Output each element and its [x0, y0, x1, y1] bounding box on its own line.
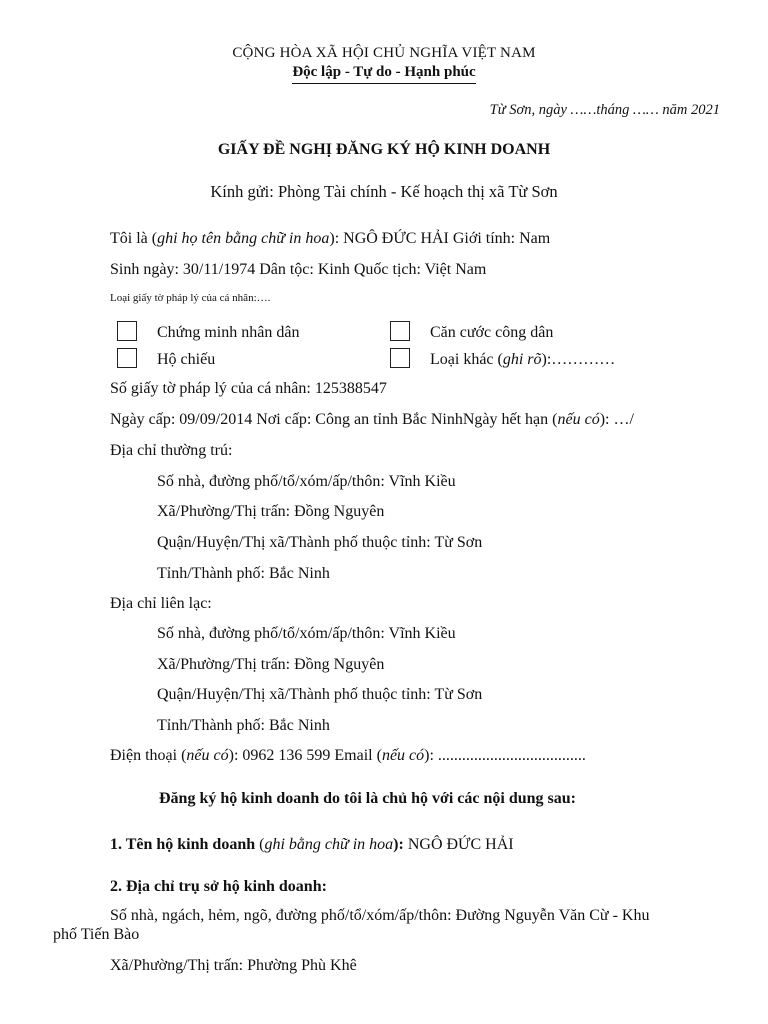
applicant-name-line: [110, 229, 550, 249]
contact-ward: Xã/Phường/Thị trấn: Đồng Nguyên: [157, 656, 385, 673]
phone-email-line: [110, 746, 586, 766]
other-doc-checkbox[interactable]: [390, 348, 410, 368]
section1-hint-close: ):: [393, 836, 404, 853]
other-suffix: ):…………: [541, 351, 616, 368]
doc-type-label: Loại giấy tờ pháp lý của cá nhân:….: [110, 292, 271, 304]
form-title: GIẤY ĐỀ NGHỊ ĐĂNG KÝ HỘ KINH DOANH: [217, 141, 551, 158]
name-hint: ghi họ tên bằng chữ in hoa: [157, 230, 330, 247]
section1-label: 1. Tên hộ kinh doanh: [110, 836, 256, 853]
id-card-label: Chứng minh nhân dân: [157, 324, 300, 341]
date-line: Từ Sơn, ngày ……tháng …… năm 2021: [489, 102, 720, 118]
motto: [0, 62, 768, 84]
phone-value: ): 0962 136 599 Email (: [228, 747, 382, 764]
contact-district: Quận/Huyện/Thị xã/Thành phố thuộc tỉnh: Từ Sơn: [157, 686, 483, 703]
permanent-province: Tỉnh/Thành phố: Bắc Ninh: [157, 565, 330, 582]
contact-address-label: Địa chỉ liên lạc:: [110, 595, 212, 612]
issue-hint: nếu có: [557, 411, 600, 428]
issue-prefix: Ngày cấp: 09/09/2014 Nơi cấp: Công an tỉnh Bắc NinhNgày hết hạn (: [110, 411, 558, 428]
email-value: ): .....................................: [424, 747, 586, 764]
section1-hint: ghi bằng chữ in hoa: [264, 836, 394, 853]
phone-prefix: Điện thoại (: [110, 747, 187, 764]
phone-hint: nếu có: [186, 747, 229, 764]
section2-label: 2. Địa chỉ trụ sở hộ kinh doanh:: [110, 878, 327, 895]
registration-intro: Đăng ký hộ kinh doanh do tôi là chủ hộ với các nội dung sau:: [159, 790, 576, 807]
other-hint: ghi rõ: [502, 351, 542, 368]
issue-suffix: ): …/: [599, 411, 634, 428]
contact-street: Số nhà, đường phố/tổ/xóm/ấp/thôn: Vĩnh Kiều: [157, 625, 456, 642]
business-street-line1: Số nhà, ngách, hẻm, ngõ, đường phố/tổ/xóm/ấp/thôn: Đường Nguyễn Văn Cừ - Khu: [110, 907, 650, 924]
permanent-address-label: Địa chỉ thường trú:: [110, 442, 233, 459]
citizen-id-label: Căn cước công dân: [430, 324, 554, 341]
birth-line: Sinh ngày: 30/11/1974 Dân tộc: Kinh Quốc tịch: Việt Nam: [110, 261, 487, 278]
recipient-line: Kính gửi: Phòng Tài chính - Kế hoạch thị xã Từ Sơn: [210, 182, 558, 201]
other-doc-label: [430, 350, 615, 370]
business-name: NGÔ ĐỨC HẢI: [403, 836, 514, 853]
business-ward: Xã/Phường/Thị trấn: Phường Phù Khê: [110, 957, 357, 974]
motto-text: Độc lập - Tự do - Hạnh phúc: [292, 62, 475, 84]
email-hint: nếu có: [381, 747, 425, 764]
passport-checkbox[interactable]: [117, 348, 137, 368]
doc-number-line: Số giấy tờ pháp lý của cá nhân: 125388547: [110, 380, 387, 397]
national-title: CỘNG HÒA XÃ HỘI CHỦ NGHĨA VIỆT NAM: [232, 45, 536, 61]
section1-line: [110, 835, 514, 855]
business-street-line2: phố Tiến Bào: [53, 926, 140, 943]
name-prefix: Tôi là (: [110, 230, 158, 247]
passport-label: Hộ chiếu: [157, 351, 216, 368]
contact-province: Tỉnh/Thành phố: Bắc Ninh: [157, 717, 330, 734]
permanent-street: Số nhà, đường phố/tổ/xóm/ấp/thôn: Vĩnh Kiều: [157, 473, 456, 490]
issue-line: [110, 410, 634, 430]
permanent-ward: Xã/Phường/Thị trấn: Đồng Nguyên: [157, 503, 385, 520]
other-prefix: Loại khác (: [430, 351, 503, 368]
name-value: ): NGÔ ĐỨC HẢI Giới tính: Nam: [329, 230, 551, 247]
id-card-checkbox[interactable]: [117, 321, 137, 341]
citizen-id-checkbox[interactable]: [390, 321, 410, 341]
permanent-district: Quận/Huyện/Thị xã/Thành phố thuộc tỉnh: Từ Sơn: [157, 534, 483, 551]
section1-hint-open: (: [255, 836, 265, 853]
